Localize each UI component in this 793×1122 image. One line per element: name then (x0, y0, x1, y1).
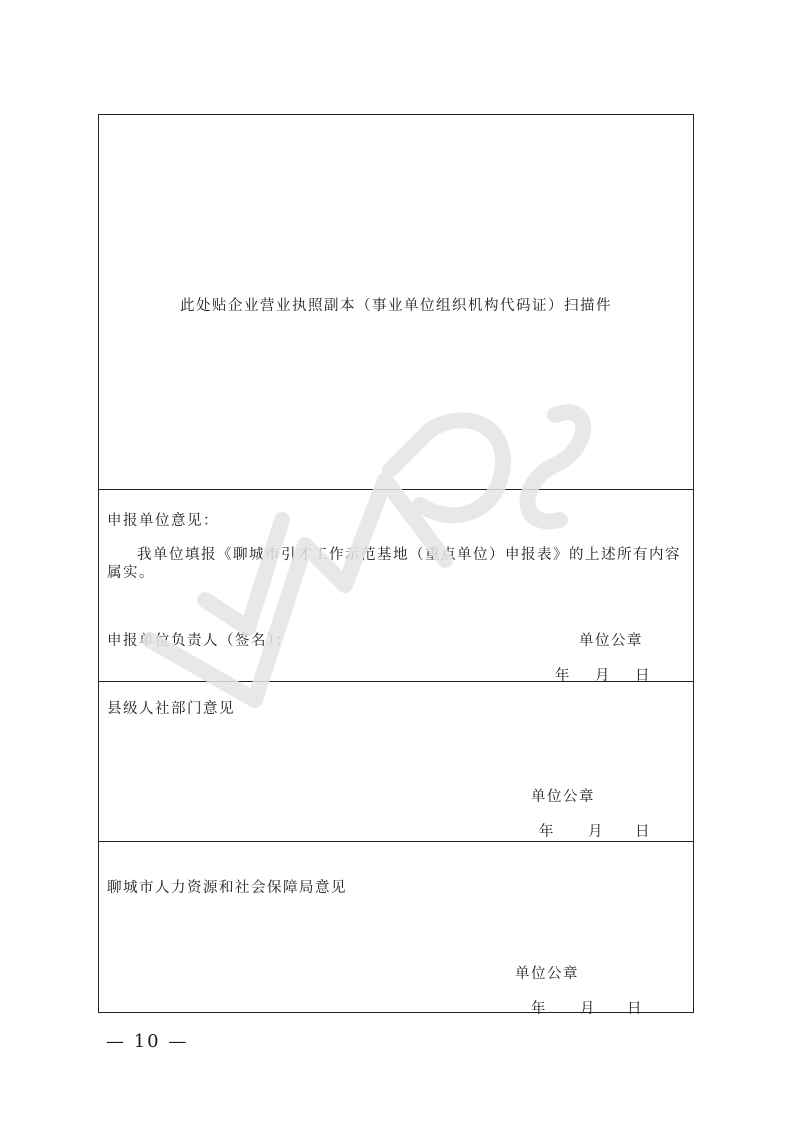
signer-label: 申报单位负责人（签名）： (107, 633, 292, 649)
date-year-label: 年 (539, 824, 555, 840)
date-day-label: 日 (627, 1001, 643, 1017)
date-month-label: 月 (588, 824, 604, 840)
attachment-caption: 此处贴企业营业执照副本（事业单位组织机构代码证）扫描件 (180, 298, 612, 314)
city-opinion-cell (99, 841, 693, 1017)
application-form-table (98, 114, 694, 1017)
seal-label: 单位公章 (515, 966, 579, 982)
applicant-opinion-label: 申报单位意见： (107, 513, 219, 529)
date-day-label: 日 (635, 824, 651, 840)
date-year-label: 年 (555, 668, 571, 684)
applicant-statement-line1: 我单位填报《聊城市引才工作示范基地（重点单位）申报表》的上述所有内容 (137, 547, 681, 563)
license-attachment-cell (99, 115, 693, 489)
applicant-statement-line2: 属实。 (107, 565, 155, 581)
date-day-label: 日 (635, 668, 651, 684)
date-month-label: 月 (580, 1001, 596, 1017)
page-number: — 10 — (106, 1031, 189, 1052)
date-month-label: 月 (595, 668, 611, 684)
city-opinion-label: 聊城市人力资源和社会保障局意见 (107, 880, 347, 896)
county-opinion-label: 县级人社部门意见 (107, 701, 235, 717)
date-year-label: 年 (531, 1001, 547, 1017)
seal-label: 单位公章 (579, 633, 643, 649)
applicant-opinion-cell (99, 489, 693, 684)
seal-label: 单位公章 (531, 789, 595, 805)
county-opinion-cell (99, 681, 693, 841)
